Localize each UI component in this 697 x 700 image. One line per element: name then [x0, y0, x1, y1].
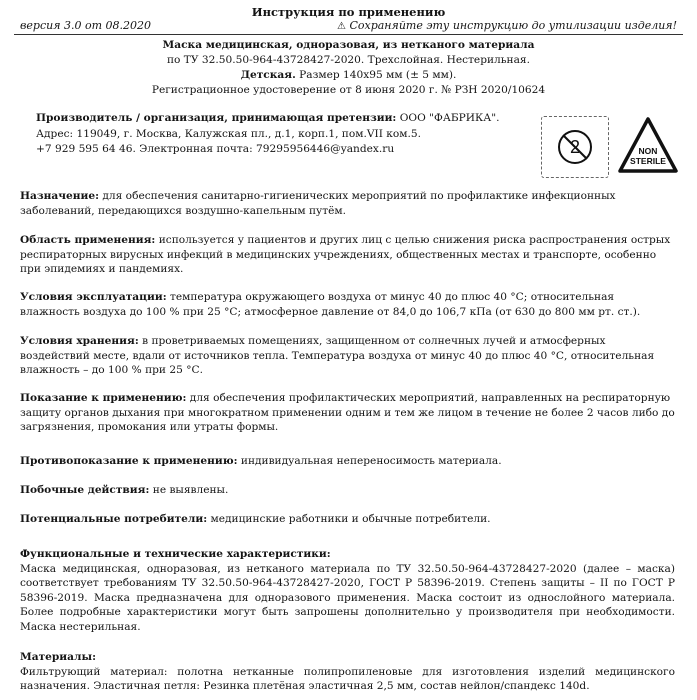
product-spec: по ТУ 32.50.50-964-43728427-2020. Трехслойная. Нестерильная.	[167, 54, 530, 66]
section-label: Потенциальные потребители:	[20, 513, 208, 525]
section-text: Фильтрующий материал: полотна нетканные полипропиленовые для изготовления изделий медицинского назначения. Эластичная петля: Резинка плетёная эластичная 2,5 мм, состав нейлон/спандекс 140d.	[20, 665, 675, 692]
section-label: Назначение:	[20, 190, 100, 202]
manufacturer-name: ООО "ФАБРИКА".	[396, 112, 500, 124]
section-label: Условия эксплуатации:	[20, 291, 167, 303]
svg-text:2: 2	[569, 137, 581, 157]
non-sterile-icon	[617, 115, 679, 175]
section-text: для обеспечения санитарно-гигиенических мероприятий по профилактике инфекционных заболеваний, передающихся воздушно-капельным путём.	[20, 190, 616, 217]
document-title: Инструкция по применению	[251, 5, 446, 19]
section-purpose	[20, 189, 675, 218]
section-text: Маска медицинская, одноразовая, из нетканого материала по ТУ 32.50.50-964-43728427-2020 (далее – маска) соответствует требованиям ТУ 32.50.50-964-43728427-2020, ГОСТ Р 58396-2019. Степень защиты – II по ГОСТ Р 58396-2019. Маска предназначена для одноразового применения. Маска состоит из однослойного материала. Более подробные характеристики могут быть запрошены дополнительно у производителя при необходимости. Маска нестерильная.	[20, 562, 675, 633]
do-not-reuse-icon	[541, 116, 609, 178]
manufacturer-line	[36, 112, 499, 124]
section-contraindication	[20, 454, 675, 469]
section-text: медицинские работники и обычные потребители.	[207, 513, 491, 525]
product-kind-label: Детская.	[240, 69, 296, 81]
non-sterile-text-bottom: STERILE	[630, 156, 666, 166]
section-storage	[20, 334, 675, 378]
section-label: Материалы:	[20, 651, 97, 663]
manufacturer-address: Адрес: 119049, г. Москва, Калужская пл., д.1, корп.1, пом.VII ком.5.	[36, 128, 421, 140]
section-indication	[20, 391, 675, 435]
section-materials	[20, 650, 675, 694]
section-side-effects	[20, 483, 675, 498]
non-sterile-text-top: NON	[638, 146, 658, 156]
product-kind	[0, 69, 697, 81]
section-text: для обеспечения профилактических мероприятий, направленных на респираторную защиту органов дыхания при многократном применении одним и тем же лицом в течение не более 2 часов либо до загрязнения, промокания или утраты формы.	[20, 392, 675, 433]
section-label: Условия хранения:	[20, 335, 139, 347]
section-characteristics	[20, 547, 675, 634]
manufacturer-label: Производитель / организация, принимающая претензии:	[36, 112, 397, 124]
section-text: используется у пациентов и других лиц с целью снижения риска распространения острых респираторных вирусных инфекций в медицинских учреждениях, общественных местах и транспорте, особенно при эпидемиях и пандемиях.	[20, 234, 671, 275]
section-operation	[20, 290, 675, 319]
warning-icon: ⚠	[336, 21, 346, 32]
section-scope	[20, 233, 675, 277]
manufacturer-contacts: +7 929 595 64 46. Электронная почта: 79295956446@yandex.ru	[36, 143, 395, 155]
section-text: не выявлены.	[149, 484, 229, 496]
keep-notice: ⚠ Сохраняйте эту инструкцию до утилизации изделия!	[336, 19, 677, 32]
product-size: Размер 140х95 мм (± 5 мм).	[295, 69, 457, 81]
registration-certificate: Регистрационное удостоверение от 8 июня 2020 г. № РЗН 2020/10624	[151, 84, 546, 96]
section-text: в проветриваемых помещениях, защищенном от солнечных лучей и атмосферных воздействий месте, вдали от источников тепла. Температура воздуха от минус 40 до плюс 40 °С, относительная влажность – до 100 % при 25 °С.	[20, 335, 655, 376]
section-label: Противопоказание к применению:	[20, 455, 238, 467]
version-label: версия 3.0 от 08.2020	[20, 19, 152, 32]
section-text: индивидуальная непереносимость материала.	[237, 455, 502, 467]
section-label: Показание к применению:	[20, 392, 187, 404]
section-label: Область применения:	[20, 234, 156, 246]
section-text: температура окружающего воздуха от минус 40 до плюс 40 °С; относительная влажность воздуха до 100 % при 25 °С; атмосферное давление от 84,0 до 106,7 кПа (от 630 до 800 мм рт. ст.).	[20, 291, 641, 318]
section-consumers	[20, 512, 675, 527]
product-name: Маска медицинская, одноразовая, из нетканого материала	[162, 39, 535, 51]
section-label: Функциональные и технические характеристики:	[20, 548, 331, 560]
header-divider	[14, 34, 683, 35]
section-label: Побочные действия:	[20, 484, 150, 496]
